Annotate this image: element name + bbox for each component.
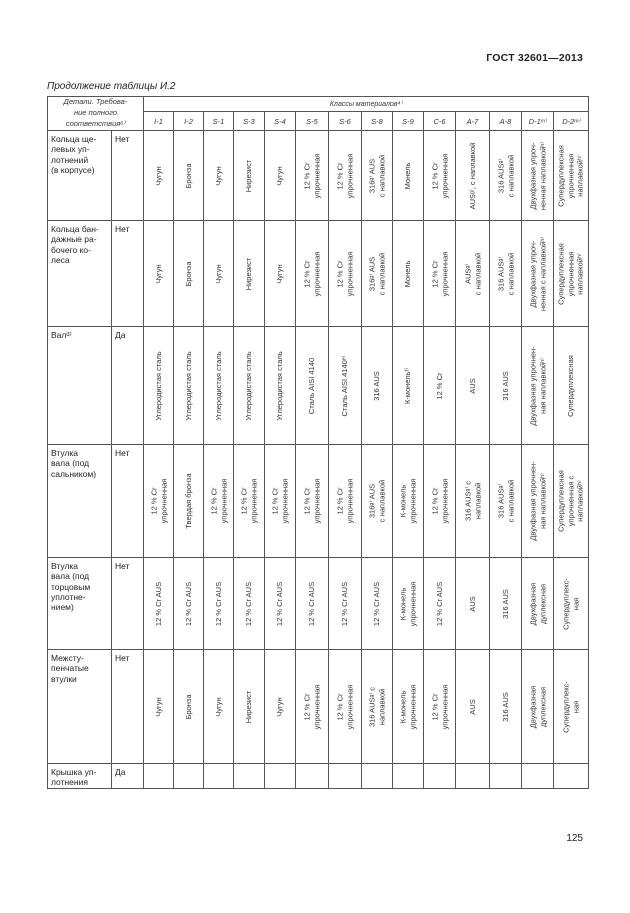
material-label: 316 AUSᵍ⁾ с наплавкой (462, 480, 482, 522)
table-row (48, 558, 589, 650)
material-cell (265, 327, 296, 445)
material-label: 12 % Cr упрочненная (429, 153, 449, 198)
class-header: S-1 (204, 112, 234, 131)
table-row (48, 445, 589, 558)
material-label: Супердуплексная (566, 354, 576, 417)
material-cell (424, 764, 456, 789)
material-cell (174, 327, 204, 445)
material-cell (296, 221, 329, 327)
material-cell (522, 131, 554, 221)
class-header: S-4 (265, 112, 296, 131)
material-cell (490, 327, 522, 445)
material-label: 12 % Cr упрочненная (429, 478, 449, 524)
material-cell (144, 650, 174, 764)
material-cell (522, 650, 554, 764)
material-label: Сталь AISI 4140ᵉ⁾ (340, 355, 350, 416)
material-cell (456, 650, 490, 764)
material-cell (265, 131, 296, 221)
material-cell (522, 764, 554, 789)
part-name (48, 558, 112, 650)
material-cell (296, 650, 329, 764)
part-label: Втулка вала (под торцовым уплотне- нием) (51, 561, 91, 613)
material-cell (265, 445, 296, 558)
material-label: AUSᵍ⁾, с наплавкой (467, 142, 477, 209)
material-label: Монель (403, 260, 413, 287)
material-cell (522, 445, 554, 558)
corner-line: Детали. Требова- (63, 97, 128, 107)
material-label: Чугун (213, 165, 223, 186)
part-label: Крышка уп- лотнения (51, 767, 97, 788)
part-name (48, 131, 112, 221)
material-cell (424, 650, 456, 764)
material-label: 12 % Cr AUS (434, 581, 444, 626)
class-header: D-2ᵐ⁾ (554, 112, 589, 131)
material-label: 12 % Cr упрочненная (302, 478, 322, 524)
part-name (48, 764, 112, 789)
material-cell (204, 445, 234, 558)
material-cell (490, 558, 522, 650)
material-cell (296, 445, 329, 558)
material-label: Углеродистая сталь (153, 350, 163, 421)
material-label: 12 % Cr упрочненная (335, 478, 355, 524)
part-label: Кольца ще- левых уп- лотнений (в корпусе) (51, 134, 97, 176)
material-label: 12 % Cr AUS (307, 581, 317, 626)
requirement-value: Да (112, 764, 144, 789)
material-cell (490, 131, 522, 221)
material-cell (393, 764, 424, 789)
class-header: A-8 (490, 112, 522, 131)
material-cell (329, 558, 362, 650)
material-label: Двухфазная упрочнен- ная наплавкойʰ⁾ (527, 345, 547, 426)
material-cell (456, 558, 490, 650)
requirement-value: Да (112, 327, 144, 445)
material-cell (490, 221, 522, 327)
material-cell (393, 558, 424, 650)
material-label: Углеродистая сталь (213, 350, 223, 421)
material-cell (174, 131, 204, 221)
material-label: Супердуплекс- ная (561, 680, 581, 733)
material-label: 12 % Cr AUS (153, 581, 163, 626)
material-label: 12 % Cr упрочненная (335, 684, 355, 729)
material-cell (204, 327, 234, 445)
material-label: К-монель упрочненная (398, 684, 418, 729)
materials-table (47, 96, 589, 789)
material-label: 12 % Cr AUS (244, 581, 254, 626)
material-cell (329, 650, 362, 764)
part-label: Втулка вала (под сальником) (51, 448, 97, 479)
requirement-value: Нет (112, 131, 144, 221)
material-label: К-монель упрочненная (398, 581, 418, 626)
material-cell (234, 764, 265, 789)
material-label: Монель (403, 162, 413, 189)
part-name (48, 650, 112, 764)
material-label: 316 AUSᵍ⁾ с наплавкой (367, 686, 387, 727)
class-header: S-6 (329, 112, 362, 131)
table-row (48, 650, 589, 764)
material-cell (234, 650, 265, 764)
class-header: A-7 (456, 112, 490, 131)
material-cell (393, 327, 424, 445)
material-label: Чугун (213, 696, 223, 717)
material-label: AUS (467, 595, 477, 612)
material-label: 12 % Cr AUS (340, 581, 350, 626)
material-label: AUS (467, 698, 477, 715)
class-header: I-2 (174, 112, 204, 131)
material-cell (329, 131, 362, 221)
material-label: 12 % Cr упрочненная (429, 684, 449, 729)
material-label: 316 AUSᵍ⁾ с наплавкой (495, 252, 515, 295)
material-label: Нирезист (244, 159, 254, 192)
material-cell (456, 445, 490, 558)
material-label: Супердуплекс- ная (561, 577, 581, 630)
material-cell (393, 131, 424, 221)
material-cell (265, 221, 296, 327)
material-label: 12 % Cr (434, 371, 444, 400)
material-cell (174, 445, 204, 558)
material-cell (393, 221, 424, 327)
material-cell (362, 558, 393, 650)
material-cell (554, 650, 589, 764)
material-cell (234, 445, 265, 558)
material-cell (424, 131, 456, 221)
part-name (48, 327, 112, 445)
material-cell (456, 327, 490, 445)
material-label: 12 % Cr AUS (213, 581, 223, 626)
material-cell (554, 445, 589, 558)
material-cell (456, 221, 490, 327)
material-cell (362, 445, 393, 558)
table-row (48, 764, 589, 789)
material-cell (522, 327, 554, 445)
material-label: Нирезист (244, 690, 254, 723)
group-header: Классы материалов⁴⁾ (144, 97, 589, 112)
material-label: 316 AUS (500, 588, 510, 619)
material-label: 12 % Cr упрочненная (270, 478, 290, 524)
class-header: S-9 (393, 112, 424, 131)
material-label: Бронза (183, 162, 193, 189)
material-label: AUS (467, 377, 477, 394)
material-cell (174, 650, 204, 764)
material-cell (329, 221, 362, 327)
material-cell (456, 131, 490, 221)
material-cell (234, 558, 265, 650)
class-header: C-6 (424, 112, 456, 131)
material-cell (144, 558, 174, 650)
material-cell (265, 650, 296, 764)
material-label: 12 % Cr упрочненная (429, 251, 449, 296)
material-label: К-монельᶠ⁾ (403, 367, 413, 404)
material-label: 316ᵍ⁾ AUS с наплавкой (367, 479, 387, 523)
material-cell (144, 131, 174, 221)
material-cell (174, 558, 204, 650)
material-cell (456, 764, 490, 789)
requirement-value: Нет (112, 221, 144, 327)
material-label: 12 % Cr упрочненная (302, 153, 322, 198)
class-header: S-8 (362, 112, 393, 131)
material-cell (265, 764, 296, 789)
requirement-value: Нет (112, 445, 144, 558)
material-cell (234, 221, 265, 327)
material-label: 12 % Cr AUS (275, 581, 285, 626)
material-cell (204, 558, 234, 650)
material-label: Супердуплексная упрочненная наплавкойʰ⁾ (556, 144, 585, 207)
part-label: Межсту- пенчатые втулки (51, 653, 89, 684)
standard-header: ГОСТ 32601—2013 (486, 52, 583, 64)
material-cell (329, 764, 362, 789)
table-row (48, 221, 589, 327)
material-cell (329, 327, 362, 445)
material-label: 12 % Cr упрочненная (208, 478, 228, 524)
material-label: Бронза (183, 693, 193, 720)
corner-header (48, 97, 144, 131)
material-label: Углеродистая сталь (183, 350, 193, 421)
material-label: Двухфазная дуплексная (527, 582, 547, 625)
material-cell (490, 764, 522, 789)
material-label: 12 % Cr упрочненная (148, 478, 168, 524)
material-cell (204, 764, 234, 789)
material-cell (265, 558, 296, 650)
material-cell (393, 445, 424, 558)
material-cell (296, 131, 329, 221)
material-cell (296, 558, 329, 650)
material-cell (329, 445, 362, 558)
part-name (48, 445, 112, 558)
class-header: S-5 (296, 112, 329, 131)
material-cell (554, 221, 589, 327)
material-cell (490, 445, 522, 558)
material-cell (204, 650, 234, 764)
material-cell (554, 764, 589, 789)
corner-line: ние полного (74, 108, 118, 118)
material-label: Двухфазная упроч- ненная с наплавкойʰ⁾ (527, 236, 547, 311)
table-row (48, 131, 589, 221)
material-label: Чугун (153, 696, 163, 717)
material-label: 316 AUSᵍ⁾ с наплавкой (495, 479, 515, 523)
material-cell (393, 650, 424, 764)
material-label: 12 % Cr упрочненная (302, 251, 322, 296)
material-cell (362, 131, 393, 221)
material-cell (490, 650, 522, 764)
material-cell (362, 650, 393, 764)
material-label: Двухфазная упроч- ненная наплавкойʰ⁾ (527, 141, 547, 210)
material-label: Нирезист (244, 257, 254, 290)
material-cell (554, 131, 589, 221)
material-label: 316ᵍ⁾ AUS с наплавкой (367, 252, 387, 295)
material-label: 12 % Cr упрочненная (239, 478, 259, 524)
material-label: AUSᵍ⁾ с наплавкой (462, 252, 482, 295)
material-label: Чугун (275, 165, 285, 186)
material-cell (522, 221, 554, 327)
material-cell (144, 327, 174, 445)
material-cell (424, 221, 456, 327)
material-cell (296, 327, 329, 445)
requirement-value: Нет (112, 650, 144, 764)
material-label: Супердуплексная упрочненная с наплавкойʰ⁾ (556, 470, 585, 532)
material-cell (204, 221, 234, 327)
material-label: 12 % Cr упрочненная (302, 684, 322, 729)
material-cell (144, 764, 174, 789)
material-cell (522, 558, 554, 650)
part-label: Кольца бан- дажные ра- бочего ко- леса (51, 224, 99, 266)
material-label: Чугун (275, 263, 285, 284)
class-header: D-1ᵐ⁾ (522, 112, 554, 131)
material-label: К-монель упрочненная (398, 478, 418, 524)
page-number: 125 (566, 833, 583, 844)
material-cell (554, 327, 589, 445)
material-label: Углеродистая сталь (275, 350, 285, 421)
part-name (48, 221, 112, 327)
material-label: Двухфазная дуплексная (527, 685, 547, 728)
material-label: Сталь AISI 4140 (307, 357, 317, 414)
material-cell (204, 131, 234, 221)
material-cell (424, 558, 456, 650)
material-label: 316 AUS (372, 370, 382, 401)
requirement-value: Нет (112, 558, 144, 650)
material-cell (362, 221, 393, 327)
material-label: Чугун (213, 263, 223, 284)
material-cell (296, 764, 329, 789)
table-caption: Продолжение таблицы И.2 (47, 81, 176, 92)
material-label: 12 % Cr упрочненная (335, 251, 355, 296)
material-cell (234, 327, 265, 445)
material-label: Твердая бронза (183, 473, 193, 529)
material-label: Чугун (153, 263, 163, 284)
material-label: Углеродистая сталь (244, 350, 254, 421)
material-cell (174, 764, 204, 789)
material-label: Чугун (153, 165, 163, 186)
corner-line: соответствия⁶⁾ (65, 118, 126, 128)
material-cell (144, 445, 174, 558)
material-cell (362, 327, 393, 445)
material-label: 12 % Cr AUS (372, 581, 382, 626)
material-label: Бронза (183, 260, 193, 287)
material-cell (424, 445, 456, 558)
class-header: I-1 (144, 112, 174, 131)
material-label: Чугун (275, 696, 285, 717)
material-cell (554, 558, 589, 650)
material-label: 316 AUSᵍ⁾ с наплавкой (495, 154, 515, 197)
material-cell (174, 221, 204, 327)
material-label: 316 AUS (500, 691, 510, 722)
material-label: 12 % Cr AUS (183, 581, 193, 626)
material-label: Супердуплексная упрочненная наплавкойʰ⁾ (556, 242, 585, 305)
material-label: Двухфазная упрочнен- ная наплавкойʰ⁾ (527, 461, 547, 541)
material-label: 316ᵍ⁾ AUS с наплавкой (367, 154, 387, 197)
material-label: 316 AUS (500, 370, 510, 401)
material-cell (362, 764, 393, 789)
material-cell (234, 131, 265, 221)
table-row (48, 327, 589, 445)
material-cell (144, 221, 174, 327)
material-cell (424, 327, 456, 445)
class-header: S-3 (234, 112, 265, 131)
material-label: 12 % Cr упрочненная (335, 153, 355, 198)
part-label: Валᵈ⁾ (51, 330, 72, 340)
